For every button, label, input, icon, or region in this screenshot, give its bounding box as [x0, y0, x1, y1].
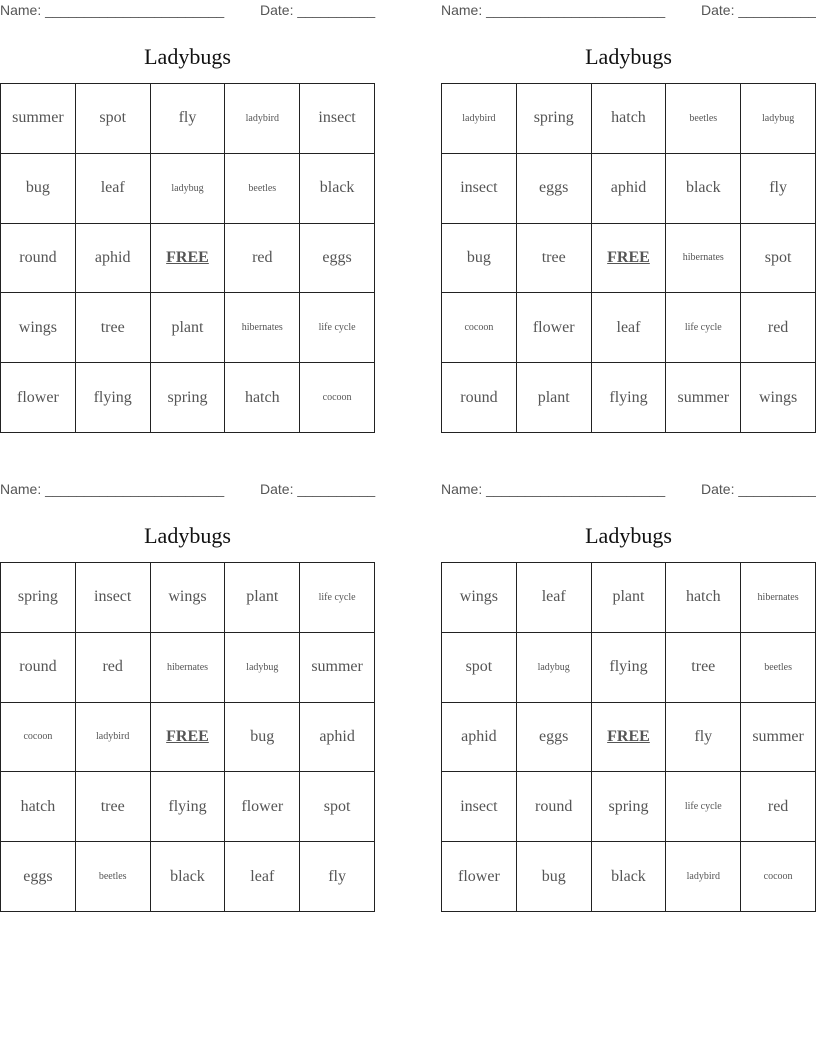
card-title: Ladybugs	[585, 44, 672, 69]
bingo-cell: wings	[741, 363, 816, 433]
bingo-cell: tree	[666, 633, 741, 703]
date-field-label: Date: __________	[260, 481, 376, 497]
bingo-cell: black	[592, 842, 667, 912]
bingo-cell: spot	[442, 633, 517, 703]
bingo-cell: flying	[76, 363, 151, 433]
bingo-cell: insect	[76, 563, 151, 633]
bingo-cell: tree	[76, 293, 151, 363]
bingo-cell: summer	[300, 633, 375, 703]
bingo-cell: ladybug	[741, 84, 816, 154]
bingo-cell: bug	[1, 154, 76, 224]
bingo-card-3	[0, 479, 376, 885]
bingo-cell: insect	[442, 154, 517, 224]
bingo-cell: leaf	[76, 154, 151, 224]
free-space-cell: FREE	[592, 224, 667, 294]
bingo-cell: spring	[592, 772, 667, 842]
bingo-cell: round	[517, 772, 592, 842]
name-field-label: Name: _______________________	[0, 481, 225, 497]
bingo-grid	[0, 83, 375, 433]
bingo-cell: insect	[300, 84, 375, 154]
bingo-cell: summer	[741, 703, 816, 773]
bingo-cell: life cycle	[300, 563, 375, 633]
name-field-label: Name: _______________________	[0, 2, 225, 18]
bingo-card-2	[441, 0, 816, 406]
bingo-cell: leaf	[592, 293, 667, 363]
name-field-label: Name: _______________________	[441, 2, 666, 18]
bingo-grid	[441, 562, 816, 912]
bingo-cell: spot	[741, 224, 816, 294]
free-space-cell: FREE	[151, 224, 226, 294]
bingo-cell: red	[76, 633, 151, 703]
bingo-cell: spring	[517, 84, 592, 154]
bingo-cell: wings	[1, 293, 76, 363]
bingo-cell: hatch	[225, 363, 300, 433]
bingo-cell: leaf	[225, 842, 300, 912]
bingo-cell: red	[741, 293, 816, 363]
bingo-cell: spring	[151, 363, 226, 433]
bingo-cell: fly	[300, 842, 375, 912]
bingo-cell: spot	[300, 772, 375, 842]
bingo-cell: wings	[151, 563, 226, 633]
bingo-cell: cocoon	[1, 703, 76, 773]
card-header	[441, 0, 816, 22]
bingo-cell: beetles	[741, 633, 816, 703]
bingo-cell: summer	[1, 84, 76, 154]
bingo-cell: summer	[666, 363, 741, 433]
bingo-cell: life cycle	[666, 293, 741, 363]
bingo-cell: aphid	[592, 154, 667, 224]
bingo-cell: spring	[1, 563, 76, 633]
bingo-cell: aphid	[76, 224, 151, 294]
bingo-cell: ladybug	[517, 633, 592, 703]
bingo-cell: round	[1, 633, 76, 703]
bingo-card-1	[0, 0, 376, 406]
bingo-cell: flying	[592, 363, 667, 433]
bingo-cell: flying	[592, 633, 667, 703]
bingo-cell: beetles	[225, 154, 300, 224]
bingo-cell: flower	[225, 772, 300, 842]
bingo-cell: fly	[741, 154, 816, 224]
bingo-cell: ladybird	[666, 842, 741, 912]
card-title: Ladybugs	[144, 523, 231, 548]
bingo-card-4	[441, 479, 816, 885]
bingo-cell: hatch	[666, 563, 741, 633]
date-field-label: Date: __________	[260, 2, 376, 18]
bingo-cell: insect	[442, 772, 517, 842]
bingo-cell: cocoon	[442, 293, 517, 363]
bingo-cell: beetles	[666, 84, 741, 154]
bingo-cell: eggs	[517, 703, 592, 773]
card-title: Ladybugs	[585, 523, 672, 548]
free-space-cell: FREE	[592, 703, 667, 773]
bingo-cell: bug	[517, 842, 592, 912]
bingo-cell: flying	[151, 772, 226, 842]
bingo-cell: black	[666, 154, 741, 224]
card-header	[0, 479, 375, 501]
bingo-cell: round	[1, 224, 76, 294]
bingo-cell: fly	[666, 703, 741, 773]
bingo-cell: cocoon	[300, 363, 375, 433]
bingo-cell: flower	[517, 293, 592, 363]
bingo-cell: hatch	[1, 772, 76, 842]
bingo-cell: red	[741, 772, 816, 842]
bingo-cell: hatch	[592, 84, 667, 154]
bingo-cell: plant	[592, 563, 667, 633]
bingo-cell: hibernates	[666, 224, 741, 294]
bingo-cell: life cycle	[666, 772, 741, 842]
bingo-cell: plant	[517, 363, 592, 433]
bingo-cell: life cycle	[300, 293, 375, 363]
bingo-cell: round	[442, 363, 517, 433]
bingo-cell: hibernates	[151, 633, 226, 703]
bingo-cell: ladybird	[76, 703, 151, 773]
bingo-cell: plant	[151, 293, 226, 363]
free-space-cell: FREE	[151, 703, 226, 773]
bingo-cell: flower	[442, 842, 517, 912]
name-field-label: Name: _______________________	[441, 481, 666, 497]
bingo-cell: eggs	[517, 154, 592, 224]
card-header	[0, 0, 375, 22]
bingo-cell: leaf	[517, 563, 592, 633]
bingo-cell: aphid	[300, 703, 375, 773]
card-header	[441, 479, 816, 501]
bingo-cell: spot	[76, 84, 151, 154]
bingo-grid	[441, 83, 816, 433]
bingo-cell: tree	[517, 224, 592, 294]
bingo-cell: plant	[225, 563, 300, 633]
bingo-cell: bug	[225, 703, 300, 773]
date-field-label: Date: __________	[701, 2, 816, 18]
bingo-cell: red	[225, 224, 300, 294]
bingo-cell: hibernates	[741, 563, 816, 633]
bingo-grid	[0, 562, 375, 912]
bingo-cell: cocoon	[741, 842, 816, 912]
bingo-cell: eggs	[300, 224, 375, 294]
bingo-cell: tree	[76, 772, 151, 842]
bingo-cell: hibernates	[225, 293, 300, 363]
date-field-label: Date: __________	[701, 481, 816, 497]
bingo-cell: black	[151, 842, 226, 912]
bingo-cell: fly	[151, 84, 226, 154]
bingo-cell: ladybird	[442, 84, 517, 154]
bingo-cell: beetles	[76, 842, 151, 912]
bingo-cell: black	[300, 154, 375, 224]
bingo-cell: eggs	[1, 842, 76, 912]
bingo-cell: flower	[1, 363, 76, 433]
bingo-cell: ladybird	[225, 84, 300, 154]
bingo-cell: aphid	[442, 703, 517, 773]
bingo-cell: ladybug	[151, 154, 226, 224]
card-title: Ladybugs	[144, 44, 231, 69]
bingo-cell: ladybug	[225, 633, 300, 703]
bingo-cell: bug	[442, 224, 517, 294]
bingo-cell: wings	[442, 563, 517, 633]
